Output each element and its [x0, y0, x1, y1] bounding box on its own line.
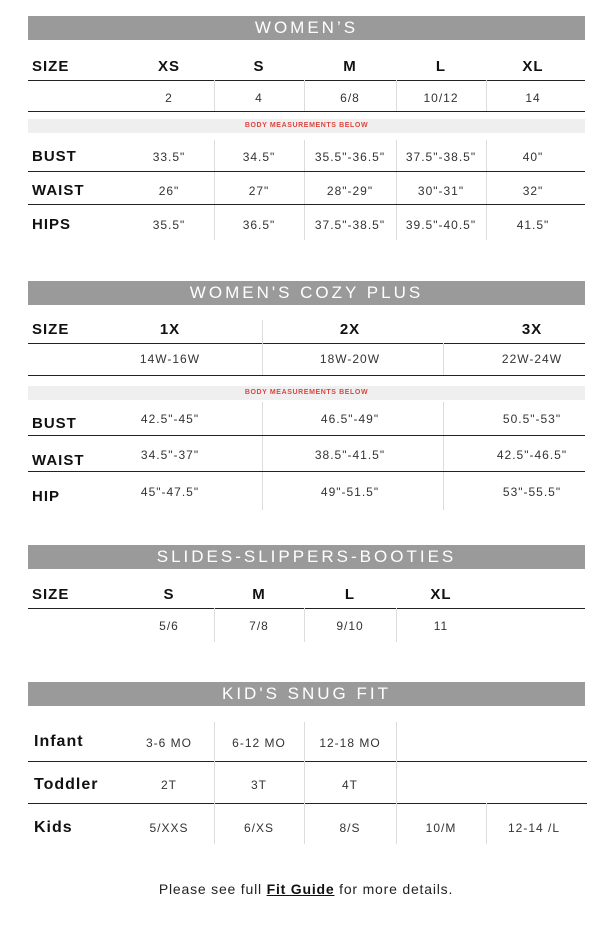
kids-kids-4: 10/M [425, 821, 457, 835]
cozy-bust-3x: 50.5"-53" [502, 412, 562, 426]
slides-title: SLIDES-SLIPPERS-BOOTIES [156, 547, 457, 566]
divider [28, 343, 585, 344]
cozy-size-1x: 1X [159, 321, 181, 338]
womens-size-label: SIZE [32, 58, 70, 75]
kids-infant-1: 3-6 MO [145, 736, 192, 750]
kids-kids-3: 8/S [339, 821, 361, 835]
womens-hips-xl: 41.5" [516, 218, 550, 232]
divider [28, 375, 585, 376]
womens-hips-s: 36.5" [242, 218, 276, 232]
womens-waist-m: 28"-29" [326, 184, 374, 198]
kids-toddler-1: 2T [160, 778, 177, 792]
divider [396, 80, 397, 111]
divider [28, 111, 585, 112]
womens-bust-m: 35.5"-36.5" [314, 150, 386, 164]
womens-hips-xs: 35.5" [152, 218, 186, 232]
slides-num-s: 5/6 [159, 619, 179, 633]
womens-hips-m: 37.5"-38.5" [314, 218, 386, 232]
footer-text-before: Please see full [158, 881, 267, 897]
cozy-waist-1x: 34.5"-37" [140, 448, 200, 462]
cozy-num-3x: 22W-24W [501, 352, 563, 366]
womens-bust-xs: 33.5" [152, 150, 186, 164]
womens-hips-label: HIPS [32, 216, 72, 233]
kids-kids-5: 12-14 /L [507, 821, 561, 835]
cozy-bust-1x: 42.5"-45" [140, 412, 200, 426]
slides-size-s: S [163, 586, 175, 603]
womens-num-xl: 14 [525, 91, 541, 105]
divider [28, 471, 585, 472]
womens-bust-l: 37.5"-38.5" [405, 150, 477, 164]
kids-toddler-label: Toddler [34, 776, 99, 793]
cozy-hip-3x: 53"-55.5" [502, 485, 562, 499]
womens-size-xl: XL [522, 58, 544, 75]
slides-num-m: 7/8 [249, 619, 269, 633]
divider [28, 761, 587, 762]
cozy-num-2x: 18W-20W [319, 352, 381, 366]
slides-size-label: SIZE [32, 586, 70, 603]
kids-kids-1: 5/XXS [149, 821, 189, 835]
cozy-waist-label: WAIST [32, 452, 85, 469]
womens-num-s: 4 [255, 91, 263, 105]
womens-size-m: M [343, 58, 357, 75]
womens-bust-xl: 40" [522, 150, 544, 164]
cozy-hip-label: HIP [32, 488, 61, 505]
cozy-num-1x: 14W-16W [139, 352, 201, 366]
kids-title-band [28, 682, 585, 706]
slides-size-l: L [344, 586, 356, 603]
cozy-hip-1x: 45"-47.5" [140, 485, 200, 499]
cozy-size-label: SIZE [32, 321, 70, 338]
kids-kids-2: 6/XS [243, 821, 274, 835]
cozy-waist-2x: 38.5"-41.5" [314, 448, 386, 462]
slides-size-m: M [252, 586, 266, 603]
womens-body-note: BODY MEASUREMENTS BELOW [244, 122, 369, 129]
womens-num-xs: 2 [165, 91, 173, 105]
divider [443, 343, 444, 375]
divider [28, 803, 587, 804]
divider [214, 80, 215, 111]
divider [486, 80, 487, 111]
kids-infant-label: Infant [34, 733, 84, 750]
cozy-hip-2x: 49"-51.5" [320, 485, 380, 499]
footer-text-after: for more details. [334, 881, 454, 897]
divider [28, 80, 585, 81]
womens-size-l: L [435, 58, 447, 75]
kids-toddler-2: 3T [250, 778, 267, 792]
divider [443, 402, 444, 510]
cozy-title: WOMEN'S COZY PLUS [189, 283, 424, 302]
kids-title: KID'S SNUG FIT [222, 684, 391, 703]
kids-toddler-3: 4T [341, 778, 358, 792]
womens-waist-label: WAIST [32, 182, 85, 199]
cozy-bust-2x: 46.5"-49" [320, 412, 380, 426]
fit-guide-link[interactable]: Fit Guide [266, 881, 335, 897]
womens-bust-label: BUST [32, 148, 77, 165]
kids-kids-label: Kids [34, 819, 73, 836]
womens-waist-l: 30"-31" [417, 184, 465, 198]
womens-num-m: 6/8 [340, 91, 360, 105]
womens-num-l: 10/12 [423, 91, 459, 105]
womens-hips-l: 39.5"-40.5" [405, 218, 477, 232]
cozy-size-2x: 2X [339, 321, 361, 338]
divider [262, 402, 263, 510]
womens-size-xs: XS [157, 58, 180, 75]
cozy-body-note: BODY MEASUREMENTS BELOW [244, 389, 369, 396]
divider [28, 171, 585, 172]
divider [28, 204, 585, 205]
cozy-waist-3x: 42.5"-46.5" [496, 448, 568, 462]
slides-num-l: 9/10 [336, 619, 364, 633]
divider [262, 320, 263, 375]
divider [304, 80, 305, 111]
divider [28, 435, 585, 436]
womens-bust-s: 34.5" [242, 150, 276, 164]
womens-title-band [28, 16, 585, 40]
womens-size-s: S [253, 58, 265, 75]
slides-title-band [28, 545, 585, 569]
divider [28, 608, 585, 609]
kids-infant-2: 6-12 MO [232, 736, 286, 750]
slides-num-xl: 11 [433, 619, 449, 633]
slides-size-xl: XL [430, 586, 452, 603]
cozy-title-band [28, 281, 585, 305]
cozy-bust-label: BUST [32, 415, 77, 432]
womens-waist-xs: 26" [158, 184, 180, 198]
footer-note [0, 881, 612, 897]
womens-title: WOMEN’S [254, 18, 359, 37]
womens-waist-xl: 32" [522, 184, 544, 198]
kids-infant-3: 12-18 MO [319, 736, 381, 750]
womens-waist-s: 27" [248, 184, 270, 198]
cozy-size-3x: 3X [521, 321, 543, 338]
